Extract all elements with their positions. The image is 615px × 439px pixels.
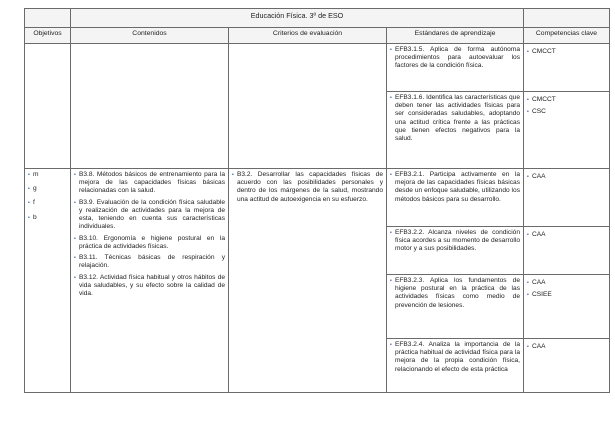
title-corner-cell xyxy=(25,9,71,28)
contenido-item: B3.9. Evaluación de la condición física saludable y realización de actividades para la mejora de esta, teniendo en cuenta sus características individuales. xyxy=(78,198,225,231)
contenido-item: B3.11. Técnicas básicas de respiración y relajación. xyxy=(78,254,225,270)
bullet-icon: ▪ xyxy=(527,232,529,238)
contenidos-cell-empty xyxy=(71,44,229,169)
bullet-icon: ▪ xyxy=(74,235,76,242)
competencia-badge: CMCCT xyxy=(531,48,556,55)
bullet-icon: ▪ xyxy=(74,255,76,262)
bullet-icon: ▪ xyxy=(390,95,392,101)
table-row xyxy=(25,44,610,92)
estandar-cell xyxy=(387,169,524,227)
competencias-cell xyxy=(524,169,610,227)
estandar-text: EFB3.2.3. Aplica los fundamentos de higiene postural en la práctica de las actividades físicas como medio de prevención de lesiones. xyxy=(394,277,520,309)
bullet-icon: ▪ xyxy=(527,109,529,116)
objetivo-item: m xyxy=(32,171,39,178)
estandar-cell xyxy=(387,44,524,92)
objetivo-item: f xyxy=(32,199,35,207)
table-title-row xyxy=(25,9,610,28)
title-right-cell xyxy=(524,9,610,28)
competencia-badge: CAA xyxy=(531,231,546,238)
table-row xyxy=(25,169,610,227)
competencias-cell xyxy=(524,339,610,393)
objetivos-cell-empty xyxy=(25,44,71,169)
criterio-cell xyxy=(229,169,387,393)
competencias-cell xyxy=(524,92,610,169)
estandar-cell xyxy=(387,275,524,339)
estandar-text: EFB3.1.6. Identifica las características que deben tener las actividades físicas para ser consideradas saludables, adoptando una actitud crítica frente a las prácticas que tienen efectos negativos para la salud. xyxy=(394,94,520,143)
header-estandares: Estándares de aprendizaje xyxy=(387,28,524,44)
bullet-icon: ▪ xyxy=(74,199,76,206)
bullet-icon: ▪ xyxy=(390,230,392,236)
competencia-badge: CAA xyxy=(531,173,546,180)
competencia-badge: CAA xyxy=(531,343,546,350)
competencias-cell xyxy=(524,227,610,275)
bullet-icon: ▪ xyxy=(390,278,392,284)
estandar-text: EFB3.1.5. Aplica de forma autónoma procedimientos para autoevaluar los factores de la condición física. xyxy=(394,46,520,70)
table-header-row xyxy=(25,28,610,44)
competencia-badge: CMCCT xyxy=(531,96,556,103)
objetivo-item: b xyxy=(32,213,37,221)
header-contenidos: Contenidos xyxy=(71,28,229,44)
competencias-cell xyxy=(524,44,610,92)
bullet-icon: ▪ xyxy=(527,292,529,299)
estandar-cell xyxy=(387,227,524,275)
bullet-icon: ▪ xyxy=(74,274,76,281)
objetivo-item: g xyxy=(32,185,37,193)
estandar-text: EFB3.2.4. Analiza la importancia de la práctica habitual de actividad física para la mejora de la propia condición física, relacionando el efecto de esta práctica xyxy=(394,341,520,373)
estandar-cell xyxy=(387,339,524,393)
estandar-text: EFB3.2.2. Alcanza niveles de condición física acordes a su momento de desarrollo motor y a sus posibilidades. xyxy=(394,229,520,253)
bullet-icon: ▪ xyxy=(527,49,529,55)
bullet-icon: ▪ xyxy=(28,214,30,221)
competencia-badge: CSC xyxy=(531,108,546,116)
bullet-icon: ▪ xyxy=(527,97,529,103)
objetivos-cell xyxy=(25,169,71,393)
contenido-item: B3.8. Métodos básicos de entrenamiento para la mejora de las capacidades físicas básicas relacionadas con la salud. xyxy=(78,171,225,195)
bullet-icon: ▪ xyxy=(527,280,529,286)
competencia-badge: CSIEE xyxy=(531,291,552,299)
header-competencias: Competencias clave xyxy=(524,28,610,44)
bullet-icon: ▪ xyxy=(28,172,30,178)
curriculum-table xyxy=(24,8,610,393)
contenido-item: B3.10. Ergonomía e higiene postural en la práctica de actividades físicas. xyxy=(78,234,225,250)
bullet-icon: ▪ xyxy=(527,344,529,350)
table-title: Educación Física. 3º de ESO xyxy=(71,9,524,28)
bullet-icon: ▪ xyxy=(28,200,30,207)
estandar-text: EFB3.2.1. Participa activamente en la mejora de las capacidades físicas básicas desde un enfoque saludable, utilizando los métodos básicos para su desarrollo. xyxy=(394,171,520,203)
header-criterios: Criterios de evaluación xyxy=(229,28,387,44)
competencias-cell xyxy=(524,275,610,339)
bullet-icon: ▪ xyxy=(390,172,392,178)
criterio-cell-empty xyxy=(229,44,387,169)
bullet-icon: ▪ xyxy=(74,172,76,178)
criterio-text: B3.2. Desarrollar las capacidades físicas de acuerdo con las posibilidades personales y dentro de los márgenes de la salud, mostrando una actitud de autoexigencia en su esfuerzo. xyxy=(236,171,383,203)
contenido-item: B3.12. Actividad física habitual y otros hábitos de vida saludables, y su efecto sobre la calidad de vida. xyxy=(78,273,225,298)
competencia-badge: CAA xyxy=(531,279,546,286)
bullet-icon: ▪ xyxy=(232,172,234,178)
bullet-icon: ▪ xyxy=(28,186,30,193)
estandar-cell xyxy=(387,92,524,169)
bullet-icon: ▪ xyxy=(390,47,392,53)
bullet-icon: ▪ xyxy=(390,342,392,348)
header-objetivos: Objetivos xyxy=(25,28,71,44)
bullet-icon: ▪ xyxy=(527,174,529,180)
contenidos-cell xyxy=(71,169,229,393)
